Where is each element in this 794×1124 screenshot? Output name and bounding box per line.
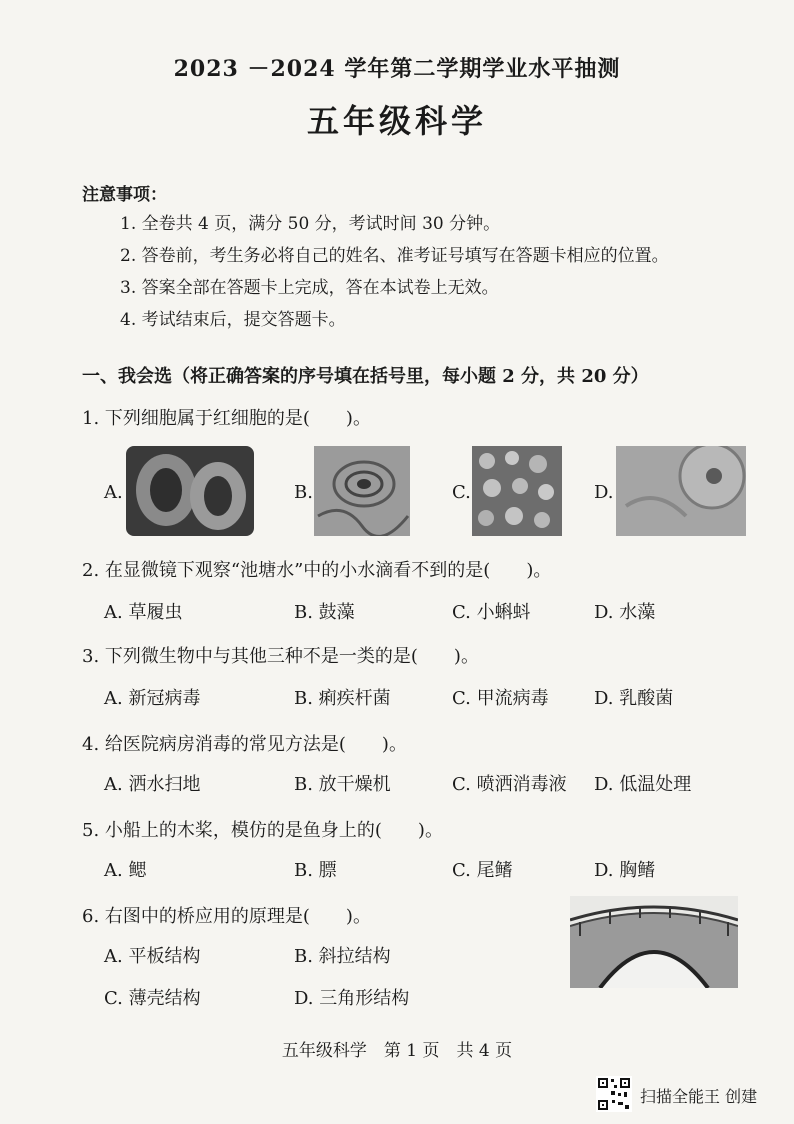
exam-title: 2023 －2024 学年第二学期学业水平抽测 <box>173 56 621 82</box>
option-label: C. <box>452 482 471 503</box>
option-label: B. <box>294 482 313 503</box>
option-d[interactable]: D. 胸鳍 <box>594 860 656 881</box>
section-heading: 一、我会选（将正确答案的序号填在括号里，每小题 2 分，共 20 分） <box>82 366 649 387</box>
option-a[interactable]: A. 草履虫 <box>104 602 183 623</box>
option-d[interactable]: D. 乳酸菌 <box>594 688 674 709</box>
option-b[interactable]: B. 斜拉结构 <box>294 946 391 967</box>
tissue-cell-photo <box>472 446 562 536</box>
question-1-image-options <box>104 446 754 538</box>
option-b[interactable]: B. 放干燥机 <box>294 774 391 795</box>
question-5-stem: 5. 小船上的木桨，模仿的是鱼身上的( )。 <box>82 820 443 841</box>
scanner-watermark-text: 扫描全能王 创建 <box>640 1087 758 1106</box>
option-a[interactable]: A. 新冠病毒 <box>104 688 201 709</box>
question-4-stem: 4. 给医院病房消毒的常见方法是( )。 <box>82 734 407 755</box>
option-c[interactable]: C. 甲流病毒 <box>452 688 549 709</box>
option-label: A. <box>104 482 123 503</box>
subject-title: 五年级科学 <box>306 102 487 140</box>
option-b[interactable]: B. 痢疾杆菌 <box>294 688 391 709</box>
question-2-stem: 2. 在显微镜下观察“池塘水”中的小水滴看不到的是( )。 <box>82 560 552 581</box>
option-b[interactable]: B. 鼓藻 <box>294 602 355 623</box>
question-6-options-row-2 <box>104 984 724 1014</box>
option-c[interactable]: C. 尾鳍 <box>452 860 513 881</box>
note-item: 4. 考试结束后，提交答题卡。 <box>120 310 346 330</box>
question-1-stem: 1. 下列细胞属于红细胞的是( )。 <box>82 408 371 429</box>
option-c[interactable]: C. 小蝌蚪 <box>452 602 531 623</box>
question-3-options <box>104 684 724 714</box>
stone-arch-bridge-photo <box>570 896 738 988</box>
nerve-cell-photo <box>314 446 410 536</box>
question-6-stem: 6. 右图中的桥应用的原理是( )。 <box>82 906 371 927</box>
question-5-options <box>104 856 724 886</box>
option-c[interactable]: C. 薄壳结构 <box>104 988 201 1009</box>
notes-heading: 注意事项： <box>82 185 167 205</box>
option-a[interactable]: A. 洒水扫地 <box>104 774 201 795</box>
red-blood-cell-photo <box>126 446 254 536</box>
note-item: 3. 答案全部在答题卡上完成，答在本试卷上无效。 <box>120 278 499 298</box>
option-d[interactable]: D. 低温处理 <box>594 774 692 795</box>
option-c[interactable]: C. 喷洒消毒液 <box>452 774 567 795</box>
option-a[interactable]: A. 鳃 <box>104 860 147 881</box>
option-b[interactable]: B. 膘 <box>294 860 337 881</box>
option-label: D. <box>594 482 614 503</box>
qr-code-icon <box>596 1076 632 1112</box>
page-footer: 五年级科学 第 1 页 共 4 页 <box>281 1041 513 1061</box>
question-3-stem: 3. 下列微生物中与其他三种不是一类的是( )。 <box>82 646 479 667</box>
question-4-options <box>104 770 724 800</box>
option-d[interactable]: D. 三角形结构 <box>294 988 410 1009</box>
question-2-options <box>104 598 724 628</box>
note-item: 2. 答卷前，考生务必将自己的姓名、准考证号填写在答题卡相应的位置。 <box>120 246 669 266</box>
option-a[interactable]: A. 平板结构 <box>104 946 201 967</box>
option-d[interactable]: D. 水藻 <box>594 602 656 623</box>
egg-cell-photo <box>616 446 746 536</box>
note-item: 1. 全卷共 4 页，满分 50 分，考试时间 30 分钟。 <box>120 214 501 234</box>
notes-list <box>120 208 669 336</box>
